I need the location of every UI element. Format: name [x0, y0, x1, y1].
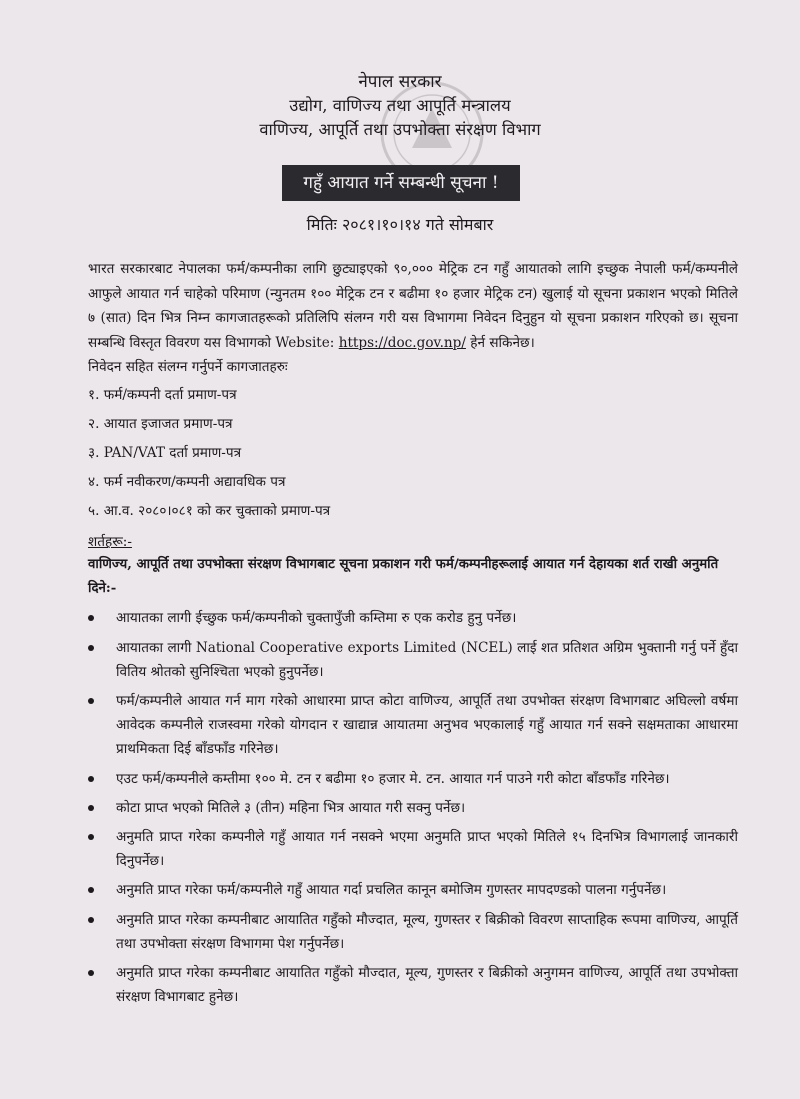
condition-text: आयातका लागी ईच्छुक फर्म/कम्पनीको चुक्तापुँजी कम्तिमा रु एक करोड हुनु पर्नेछ। — [116, 610, 517, 627]
document-item: ४. फर्म नवीकरण/कम्पनी अद्यावधिक पत्र — [88, 474, 286, 491]
conditions-intro: वाणिज्य, आपूर्ति तथा उपभोक्ता संरक्षण विभागबाट सूचना प्रकाशन गरी फर्म/कम्पनीहरूलाई आयात गर्न देहायका शर्त राखी अनुमति दिने:- — [88, 557, 719, 596]
notice-body — [88, 257, 738, 1014]
document-item: ३. PAN/VAT दर्ता प्रमाण-पत्र — [88, 445, 242, 462]
document-item: २. आयात इजाजत प्रमाण-पत्र — [88, 416, 233, 433]
bullet-icon — [88, 917, 94, 923]
website-link[interactable]: https://doc.gov.np/ — [338, 334, 466, 351]
conditions-heading: शर्तहरू:- — [88, 534, 132, 551]
document-item: १. फर्म/कम्पनी दर्ता प्रमाण-पत्र — [88, 387, 237, 404]
intro-text: भारत सरकारबाट नेपालका फर्म/कम्पनीका लागि छुट्याइएको ९०,००० मेट्रिक टन गहुँ आयातको लागि इच्छुक नेपाली फर्म/कम्पनीले आफुले आयात गर्न चाहेको परिमाण (न्युनतम १०० मेट्रिक टन र बढीमा १० हजार मेट्रिक टन) खुलाई यो सूचना प्रकाशन भएको मितिले ७ (सात) दिन भित्र निम्न कागजातहरूको प्रतिलिपि संलग्न गरी यस विभागमा निवेदन दिनुहुन यो सूचना प्रकाशन गरिएको छ। सूचना सम्बन्धि विस्तृत विवरण यस विभागको Website: — [88, 261, 738, 351]
documents-heading: निवेदन सहित संलग्न गर्नुपर्ने कागजातहरुः — [88, 359, 288, 376]
condition-item — [88, 796, 738, 820]
condition-text: अनुमति प्राप्त गरेका कम्पनीबाट आयातित गहुँको मौज्दात, मूल्य, गुणस्तर र बिक्रीको अनुगमन वाणिज्य, आपूर्ति तथा उपभोक्ता संरक्षण विभागबाट हुनेछ। — [116, 965, 738, 1006]
condition-text: अनुमति प्राप्त गरेका कम्पनीबाट आयातित गहुँको मौज्दात, मूल्य, गुणस्तर र बिक्रीको विवरण साप्ताहिक रूपमा वाणिज्य, आपूर्ति तथा उपभोक्ता संरक्षण विभागमा पेश गर्नुपर्नेछ। — [116, 911, 738, 952]
bullet-icon — [88, 645, 94, 651]
bullet-icon — [88, 776, 94, 782]
condition-item — [88, 689, 738, 762]
condition-text: अनुमति प्राप्त गरेका कम्पनीले गहुँ आयात गर्न नसक्ने भएमा अनुमति प्राप्त भएको मितिले १५ दिनभित्र विभागलाई जानकारी दिनुपर्नेछ। — [116, 829, 738, 870]
conditions-list — [88, 606, 738, 1009]
condition-text: फर्म/कम्पनीले आयात गर्न माग गरेको आधारमा प्राप्त कोटा वाणिज्य, आपूर्ति तथा उपभोक्त संरक्षण विभागबाट अघिल्लो वर्षमा आवेदक कम्पनीले राजस्वमा गरेको योगदान र खाद्यान्न आयातमा अनुभव भएकालाई गहुँ आयात गर्न सक्ने सक्षमताका आधारमा प्राथमिकता दिई बाँडफाँड गरिनेछ। — [116, 692, 738, 758]
intro-suffix: हेर्न सकिनेछ। — [465, 334, 535, 351]
bullet-icon — [88, 834, 94, 840]
notice-title: गहुँ आयात गर्ने सम्बन्धी सूचना ! — [282, 165, 520, 201]
documents-list — [88, 381, 738, 526]
condition-item — [88, 961, 738, 1009]
bullet-icon — [88, 615, 94, 621]
condition-item — [88, 767, 738, 791]
letterhead — [0, 70, 800, 142]
condition-item — [88, 878, 738, 902]
government-name: नेपाल सरकार — [358, 72, 442, 92]
condition-text: आयातका लागी National Cooperative exports Limited (NCEL) लाई शत प्रतिशत अग्रिम भुक्तानी गर्नु पर्ने हुँदा वितिय श्रोतको सुनिश्चिता भएको हुनुपर्नेछ। — [116, 639, 738, 680]
bullet-icon — [88, 805, 94, 811]
condition-item — [88, 636, 738, 684]
condition-text: एउट फर्म/कम्पनीले कम्तीमा १०० मे. टन र बढीमा १० हजार मे. टन. आयात गर्न पाउने गरी कोटा बाँडफाँड गरिनेछ। — [116, 770, 670, 787]
document-item: ५. आ.व. २०८०।०८१ को कर चुक्ताको प्रमाण-पत्र — [88, 503, 331, 520]
condition-item — [88, 606, 738, 630]
bullet-icon — [88, 970, 94, 976]
bullet-icon — [88, 887, 94, 893]
condition-item — [88, 908, 738, 956]
notice-date: मितिः २०८१।१०।१४ गते सोमबार — [306, 215, 494, 234]
ministry-name: उद्योग, वाणिज्य तथा आपूर्ति मन्त्रालय — [289, 96, 511, 115]
department-name: वाणिज्य, आपूर्ति तथा उपभोक्ता संरक्षण विभाग — [259, 120, 541, 139]
bullet-icon — [88, 698, 94, 704]
condition-item — [88, 825, 738, 873]
condition-text: अनुमति प्राप्त गरेका फर्म/कम्पनीले गहुँ आयात गर्दा प्रचलित कानून बमोजिम गुणस्तर मापदण्डको पालना गर्नुपर्नेछ। — [116, 882, 667, 899]
intro-paragraph — [88, 257, 738, 355]
condition-text: कोटा प्राप्त भएको मितिले ३ (तीन) महिना भित्र आयात गरी सक्नु पर्नेछ। — [116, 799, 466, 816]
